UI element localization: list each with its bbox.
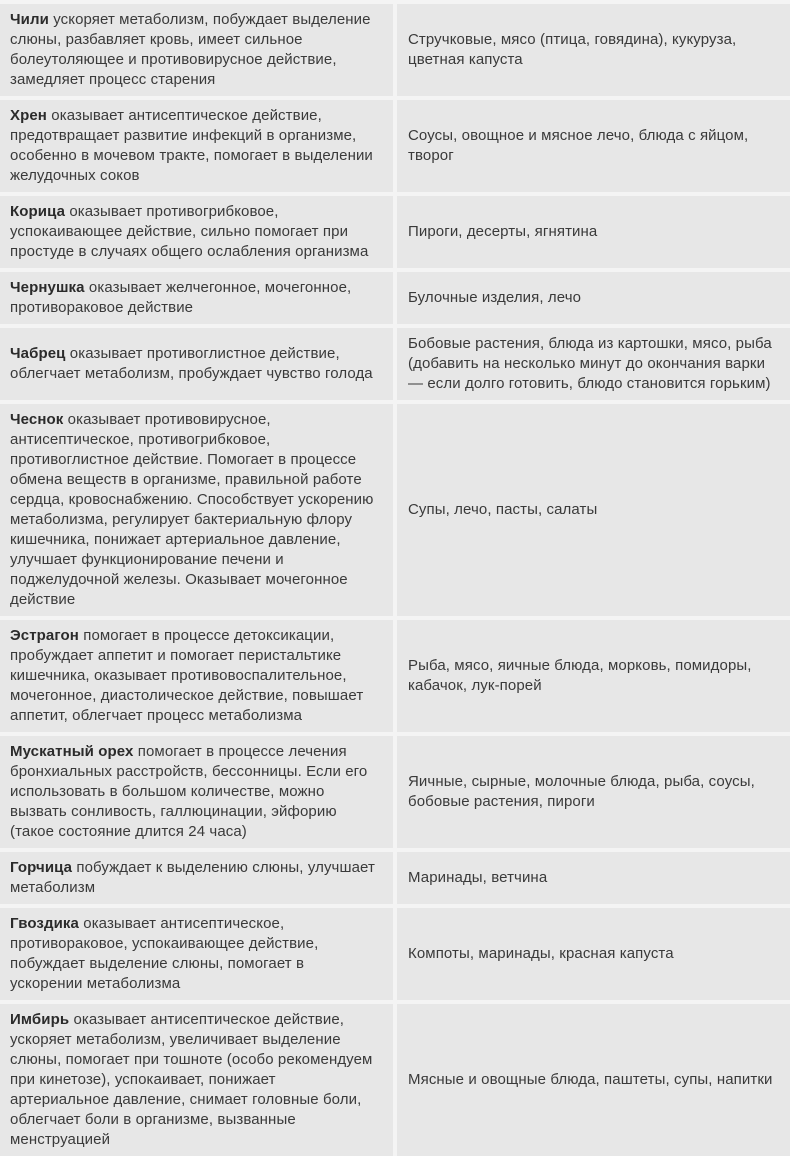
spice-name: Хрен — [10, 107, 47, 124]
spice-description: оказывает желчегонное, мочегонное, противораковое действие — [10, 279, 352, 316]
foods-cell — [397, 620, 790, 732]
food-pairings: Маринады, ветчина — [408, 869, 548, 886]
food-pairings: Соусы, овощное и мясное лечо, блюда с яйцом, творог — [408, 127, 749, 164]
table-row — [0, 852, 790, 904]
foods-cell — [397, 404, 790, 616]
table-row — [0, 620, 790, 732]
food-pairings: Рыба, мясо, яичные блюда, морковь, помидоры, кабачок, лук-порей — [408, 657, 752, 694]
spice-cell — [0, 404, 393, 616]
spice-name: Горчица — [10, 859, 73, 876]
spice-name: Мускатный орех — [10, 743, 134, 760]
table-row — [0, 272, 790, 324]
table-row — [0, 196, 790, 268]
table-row — [0, 100, 790, 192]
spice-name: Имбирь — [10, 1011, 70, 1028]
spice-description: ускоряет метаболизм, побуждает выделение слюны, разбавляет кровь, имеет сильное болеутоляющее и противовирусное действие, замедляет процесс старения — [10, 11, 371, 88]
food-pairings: Супы, лечо, пасты, салаты — [408, 501, 598, 518]
food-pairings: Бобовые растения, блюда из картошки, мясо, рыба (добавить на несколько минут до окончания варки — если долго готовить, блюдо становится горьким) — [408, 335, 772, 392]
foods-cell — [397, 4, 790, 96]
spice-cell — [0, 852, 393, 904]
foods-cell — [397, 196, 790, 268]
spice-name: Эстрагон — [10, 627, 79, 644]
food-pairings: Яичные, сырные, молочные блюда, рыба, соусы, бобовые растения, пироги — [408, 773, 755, 810]
spice-name: Чабрец — [10, 345, 66, 362]
spice-cell — [0, 4, 393, 96]
spice-cell — [0, 328, 393, 400]
foods-cell — [397, 908, 790, 1000]
spice-description: оказывает антисептическое действие, предотвращает развитие инфекций в организме, особенно в мочевом тракте, помогает в выделении желудочных соков — [10, 107, 373, 184]
spice-description: оказывает противовирусное, антисептическое, противогрибковое, противоглистное действие. Помогает в процессе обмена веществ в организме, правильной работе сердца, кровоснабжению. Способствует ускорению метаболизма, регулирует бактериальную флору кишечника, понижает артериальное давление, улучшает функционирование печени и поджелудочной железы. Оказывает мочегонное действие — [10, 411, 374, 608]
spice-description: помогает в процессе детоксикации, пробуждает аппетит и помогает перистальтике кишечника, оказывает противовоспалительное, мочегонное, диастолическое действие, повышает аппетит, облегчает процесс метаболизма — [10, 627, 364, 724]
foods-cell — [397, 852, 790, 904]
spice-description: побуждает к выделению слюны, улучшает метаболизм — [10, 859, 375, 896]
spice-cell — [0, 908, 393, 1000]
table-row — [0, 908, 790, 1000]
food-pairings: Мясные и овощные блюда, паштеты, супы, напитки — [408, 1071, 773, 1088]
spice-name: Корица — [10, 203, 66, 220]
foods-cell — [397, 328, 790, 400]
foods-cell — [397, 100, 790, 192]
table-row — [0, 328, 790, 400]
spice-description: помогает в процессе лечения бронхиальных расстройств, бессонницы. Если его использовать в большом количестве, можно вызвать сонливость, галлюцинации, эйфорию (такое состояние длится 24 часа) — [10, 743, 368, 840]
spice-name: Чеснок — [10, 411, 64, 428]
table-row — [0, 736, 790, 848]
spice-description: оказывает противогрибковое, успокаивающее действие, сильно помогает при простуде в случаях общего ослабления организма — [10, 203, 369, 260]
spice-cell — [0, 100, 393, 192]
food-pairings: Булочные изделия, лечо — [408, 289, 582, 306]
food-pairings: Компоты, маринады, красная капуста — [408, 945, 674, 962]
spice-cell — [0, 196, 393, 268]
table-row — [0, 1004, 790, 1156]
table-row — [0, 404, 790, 616]
spice-cell — [0, 736, 393, 848]
foods-cell — [397, 736, 790, 848]
food-pairings: Пироги, десерты, ягнятина — [408, 223, 598, 240]
spice-name: Гвоздика — [10, 915, 79, 932]
spice-name: Чернушка — [10, 279, 85, 296]
spice-description: оказывает антисептическое действие, ускоряет метаболизм, увеличивает выделение слюны, помогает при тошноте (особо рекомендуем при кинетозе), успокаивает, понижает артериальное давление, снимает головные боли, облегчает боли в организме, вызванные менструацией — [10, 1011, 373, 1148]
spice-name: Чили — [10, 11, 49, 28]
spice-cell — [0, 272, 393, 324]
food-pairings: Стручковые, мясо (птица, говядина), кукуруза, цветная капуста — [408, 31, 737, 68]
foods-cell — [397, 272, 790, 324]
table-row — [0, 4, 790, 96]
spice-description: оказывает противоглистное действие, облегчает метаболизм, пробуждает чувство голода — [10, 345, 373, 382]
spice-cell — [0, 620, 393, 732]
foods-cell — [397, 1004, 790, 1156]
spice-description: оказывает антисептическое, противораковое, успокаивающее действие, побуждает выделение слюны, помогает в ускорении метаболизма — [10, 915, 319, 992]
spice-cell — [0, 1004, 393, 1156]
